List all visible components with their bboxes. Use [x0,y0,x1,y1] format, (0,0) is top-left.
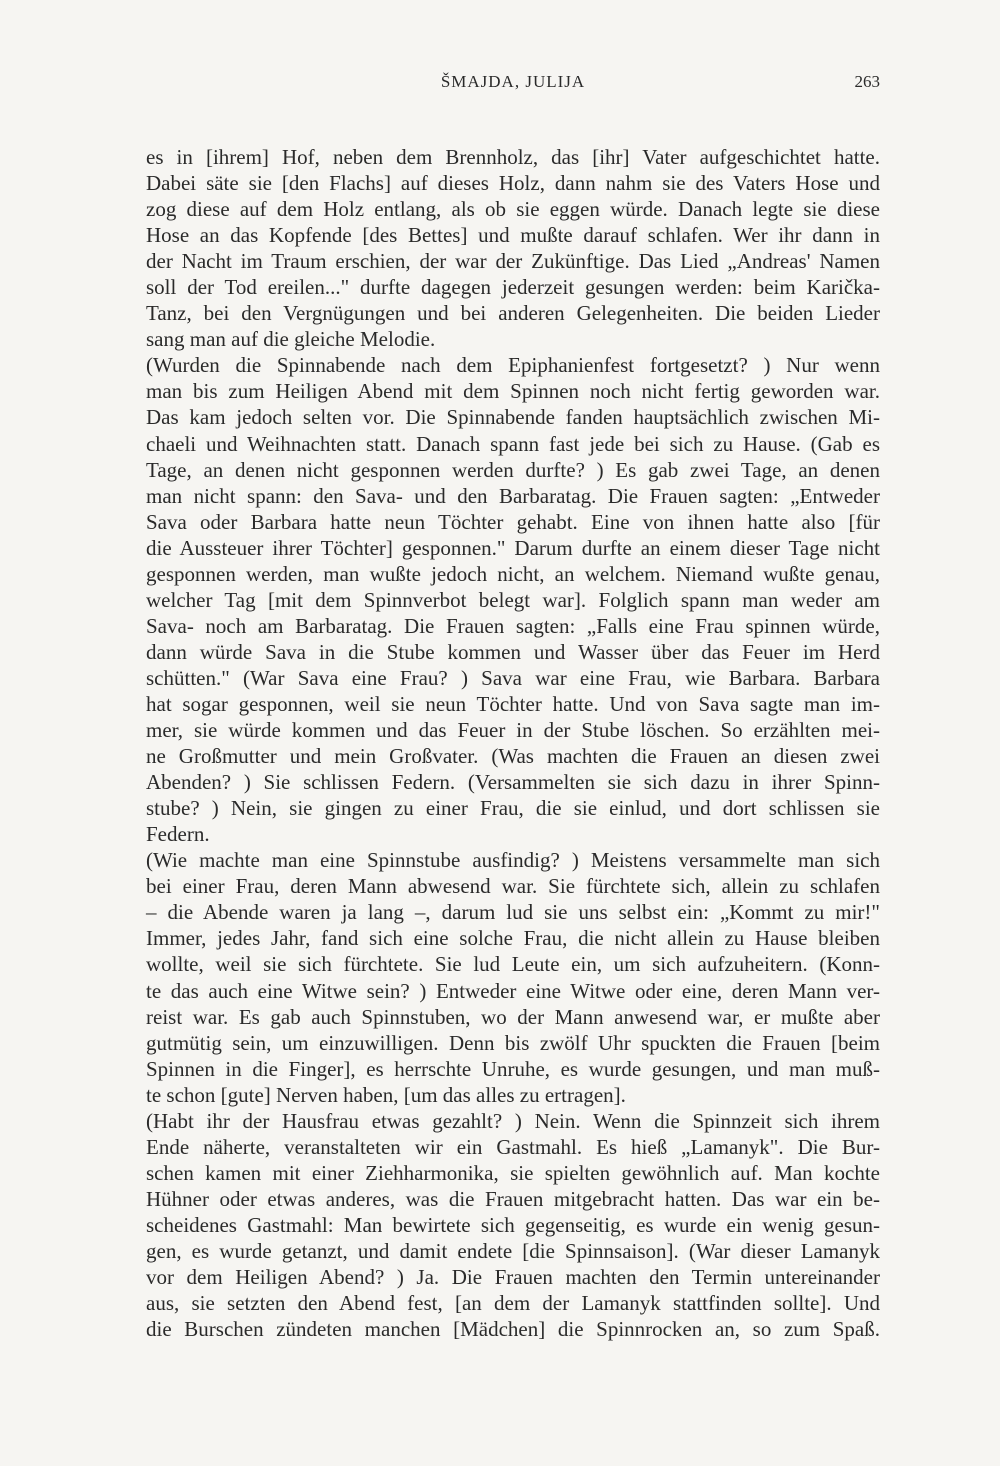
text-line: Tanz, bei den Vergnügungen und bei anderen Gelegenheiten. Die beiden Lieder [146,301,880,326]
text-line: aus, sie setzten den Abend fest, [an dem der Lamanyk stattfinden sollte]. Und [146,1291,880,1316]
text-line: Das kam jedoch selten vor. Die Spinnabende fanden hauptsächlich zwischen Mi- [146,405,880,430]
text-line: reist war. Es gab auch Spinnstuben, wo der Mann anwesend war, er mußte aber [146,1004,880,1029]
text-line: welcher Tag [mit dem Spinnverbot belegt war]. Folglich spann man weder am [146,587,880,612]
text-line: schütten." (War Sava eine Frau? ) Sava war eine Frau, wie Barbara. Barbara [146,665,880,690]
text-line: te schon [gute] Nerven haben, [um das alles zu ertragen]. [146,1082,626,1107]
text-line: wollte, weil sie sich fürchtete. Sie lud Leute ein, um sich aufzuheitern. (Konn- [146,952,880,977]
text-line: man nicht spann: den Sava- und den Barbaratag. Die Frauen sagten: „Entweder [146,483,880,508]
text-line: mer, sie würde kommen und das Feuer in der Stube löschen. So erzählten mei- [146,718,880,743]
text-line: Dabei säte sie [den Flachs] auf dieses Holz, dann nahm sie des Vaters Hose und [146,171,880,196]
text-line: Abenden? ) Sie schlissen Federn. (Versammelten sie sich dazu in ihrer Spinn- [146,770,880,795]
text-line: sang man auf die gleiche Melodie. [146,327,436,352]
text-line: Spinnen in die Finger], es herrschte Unruhe, es wurde gesungen, und man muß- [146,1056,880,1081]
text-line: die Burschen zündeten manchen [Mädchen] die Spinnrocken an, so zum Spaß. [146,1317,880,1342]
text-line: te das auch eine Witwe sein? ) Entweder eine Witwe oder eine, deren Mann ver- [146,978,880,1003]
text-line: chaeli und Weihnachten statt. Danach spann fast jede bei sich zu Hause. (Gab es [146,431,880,456]
text-line: (Wurden die Spinnabende nach dem Epiphanienfest fortgesetzt? ) Nur wenn [146,353,880,378]
text-line: Hose an das Kopfende [des Bettes] und mußte darauf schlafen. Wer ihr dann in [146,223,880,248]
text-line: scheidenes Gastmahl: Man bewirtete sich gegenseitig, es wurde ein wenig gesun- [146,1212,880,1237]
text-line: gen, es wurde getanzt, und damit endete [die Spinnsaison]. (War dieser Lamanyk [146,1238,880,1263]
text-line: soll der Tod ereilen..." durfte dagegen jederzeit gesungen werden: beim Karička- [146,275,880,300]
text-line: Sava oder Barbara hatte neun Töchter gehabt. Eine von ihnen hatte also [für [146,509,880,534]
running-head [146,72,880,100]
text-line: Federn. [146,822,210,847]
text-line: gutmütig sein, um einzuwilligen. Denn bis zwölf Uhr spuckten die Frauen [beim [146,1030,880,1055]
text-line: vor dem Heiligen Abend? ) Ja. Die Frauen machten den Termin untereinander [146,1265,880,1290]
text-line: ne Großmutter und mein Großvater. (Was machten die Frauen an diesen zwei [146,744,880,769]
page-number: 263 [854,72,880,91]
text-line: stube? ) Nein, sie gingen zu einer Frau, die sie einlud, und dort schlissen sie [146,796,880,821]
text-line: Ende näherte, veranstalteten wir ein Gastmahl. Es hieß „Lamanyk". Die Bur- [146,1134,880,1159]
text-line: (Habt ihr der Hausfrau etwas gezahlt? ) Nein. Wenn die Spinnzeit sich ihrem [146,1108,880,1133]
text-line: man bis zum Heiligen Abend mit dem Spinnen noch nicht fertig geworden war. [146,379,880,404]
text-line: dann würde Sava in die Stube kommen und Wasser über das Feuer im Herd [146,639,880,664]
text-line: die Aussteuer ihrer Töchter] gesponnen." Darum durfte an einem dieser Tage nicht [146,535,880,560]
text-line: Tage, an denen nicht gesponnen werden durfte? ) Es gab zwei Tage, an denen [146,457,880,482]
text-line: es in [ihrem] Hof, neben dem Brennholz, das [ihr] Vater aufgeschichtet hatte. [146,145,880,169]
running-title: ŠMAJDA, JULIJA [440,72,586,91]
text-line: Sava- noch am Barbaratag. Die Frauen sagten: „Falls eine Frau spinnen würde, [146,613,880,638]
text-line: gesponnen werden, man wußte jedoch nicht, an welchem. Niemand wußte genau, [146,561,880,586]
text-line: – die Abende waren ja lang –, darum lud sie uns selbst ein: „Kommt zu mir!" [146,900,880,925]
text-line: schen kamen mit einer Ziehharmonika, sie spielten gewöhnlich auf. Man kochte [146,1160,880,1185]
body-text [146,144,880,1342]
text-line: Immer, jedes Jahr, fand sich eine solche Frau, die nicht allein zu Hause bleiben [146,926,880,951]
text-line: der Nacht im Traum erschien, der war der Zukünftige. Das Lied „Andreas' Namen [146,249,880,274]
text-line: hat sogar gesponnen, weil sie neun Töchter hatte. Und von Sava sagte man im- [146,691,880,716]
text-line: Hühner oder etwas anderes, was die Frauen mitgebracht hatten. Das war ein be- [146,1186,880,1211]
text-line: (Wie machte man eine Spinnstube ausfindig? ) Meistens versammelte man sich [146,848,880,873]
text-line: zog diese auf dem Holz entlang, als ob sie eggen würde. Danach legte sie diese [146,197,880,222]
text-line: bei einer Frau, deren Mann abwesend war. Sie fürchtete sich, allein zu schlafen [146,874,880,899]
